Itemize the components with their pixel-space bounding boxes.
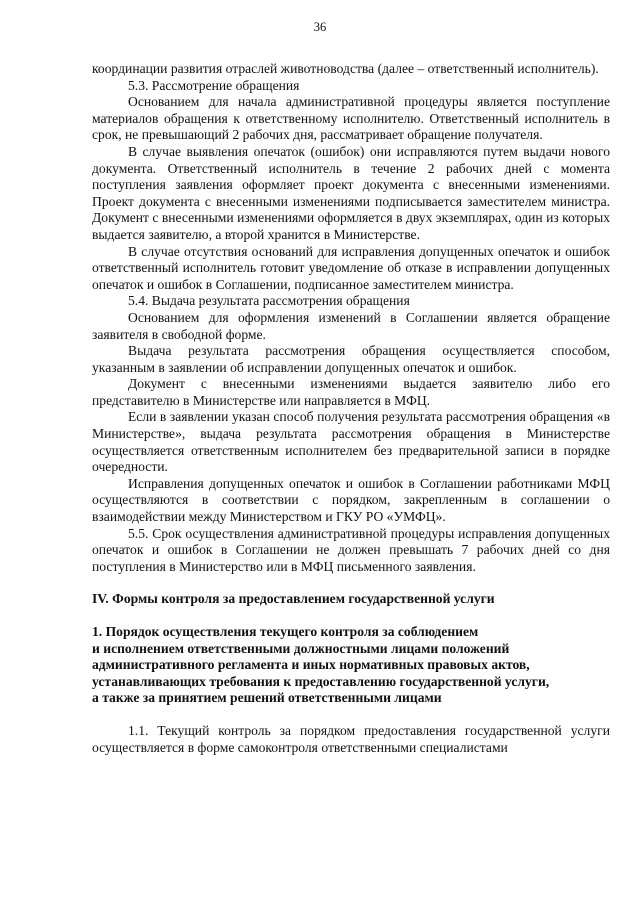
paragraph: Основанием для начала административной процедуры является поступление материалов обращения к ответственному исполнителю. Ответственный исполнитель в срок, не превышающий 2 рабочих дня, рассматривает обращение получателя. — [92, 94, 610, 143]
subsection-title-line: и исполнением ответственными должностными лицами положений — [92, 640, 510, 656]
subsection-title-line: административного регламента и иных нормативных правовых актов, — [92, 657, 530, 673]
paragraph: В случае выявления опечаток (ошибок) они исправляются путем выдачи нового документа. Ответственный исполнитель в течение 2 рабочих дней с момента поступления заявления оформляет проект документа с внесенными изменениями. Проект документа с внесенными изменениями подписывается заместителем министра. Документ с внесенными изменениями оформляется в двух экземплярах, один из которых выдается заявителю, а второй хранится в Министерстве. — [92, 143, 610, 242]
page-number: 36 — [313, 20, 327, 34]
section-title: IV. Формы контроля за предоставлением государственной услуги — [92, 591, 495, 607]
subsection-title-line: 1. Порядок осуществления текущего контроля за соблюдением — [92, 624, 479, 639]
subsection-title-line: устанавливающих требования к предоставлению государственной услуги, — [92, 673, 550, 689]
subsection-title-line: а также за принятием решений ответственными лицами — [92, 690, 442, 706]
subheading-5-4: 5.4. Выдача результата рассмотрения обращения — [128, 293, 410, 309]
subsection-title — [92, 624, 610, 707]
paragraph: Документ с внесенными изменениями выдается заявителю либо его представителю в Министерстве или направляется в МФЦ. — [92, 376, 610, 408]
paragraph: Исправления допущенных опечаток и ошибок в Соглашении работниками МФЦ осуществляются в соответствии с порядком, закрепленным в соглашении о взаимодействии между Министерством и ГКУ РО «УМФЦ». — [92, 475, 610, 525]
paragraph-continuation: координации развития отраслей животноводства (далее – ответственный исполнитель). — [92, 61, 599, 76]
paragraph: В случае отсутствия оснований для исправления допущенных опечаток и ошибок ответственный исполнитель готовит уведомление об отказе в исправлении допущенных опечаток и ошибок в Соглашении, подписанное заместителем министра. — [92, 243, 610, 292]
paragraph: 1.1. Текущий контроль за порядком предоставления государственной услуги осуществляется в форме самоконтроля ответственными специалистами — [92, 722, 610, 755]
document-body — [92, 61, 610, 756]
paragraph: Основанием для оформления изменений в Соглашении является обращение заявителя в свободной форме. — [92, 309, 610, 342]
paragraph: Выдача результата рассмотрения обращения осуществляется способом, указанным в заявлении об исправлении допущенных опечаток и ошибок. — [92, 343, 610, 375]
paragraph: Если в заявлении указан способ получения результата рассмотрения обращения «в Министерстве», выдача результата рассмотрения обращения в Министерстве осуществляется ответственным исполнителем без предварительной записи в порядке очередности. — [92, 409, 610, 475]
paragraph: 5.5. Срок осуществления административной процедуры исправления допущенных опечаток и ошибок в Соглашении не должен превышать 7 рабочих дней со дня поступления в Министерство или в МФЦ письменного заявления. — [92, 525, 610, 574]
subheading-5-3: 5.3. Рассмотрение обращения — [128, 77, 300, 93]
